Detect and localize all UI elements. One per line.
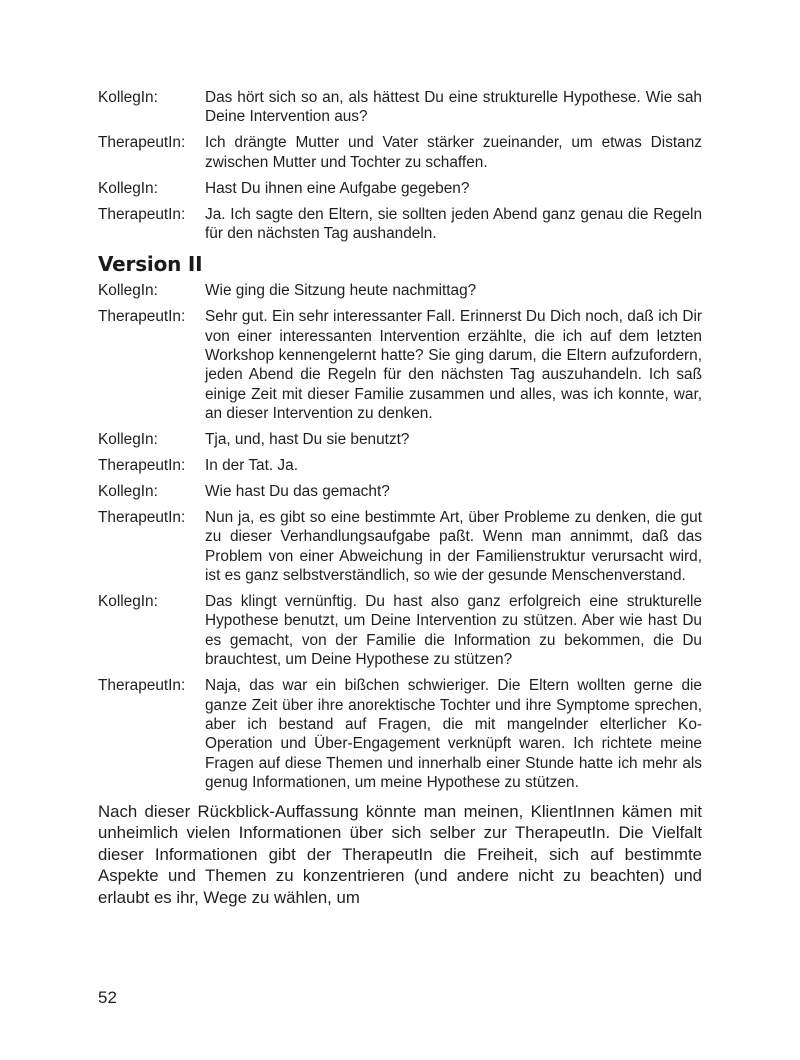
dialogue-turn: [98, 281, 702, 300]
page-number: 52: [98, 988, 117, 1007]
utterance-text: Hast Du ihnen eine Aufgabe gegeben?: [205, 179, 470, 197]
utterance-text: Das klingt vernünftig. Du hast also ganz erfolgreich eine strukturelle Hypothese benutzt, um Deine Intervention zu stützen. Aber wie hast Du es gemacht, von der Familie die Information zu bekommen, die Du brauchtest, um Deine Hypothese zu stützen?: [205, 593, 702, 669]
dialogue-turn: [98, 307, 702, 423]
dialogue-turn: [98, 205, 702, 244]
section-heading: Version II: [98, 252, 203, 277]
speaker-label: KollegIn:: [98, 282, 158, 300]
body-paragraph: Nach dieser Rückblick-Auffassung könnte man meinen, KlientInnen kämen mit unheimlich vielen Informationen über sich selber zur TherapeutIn. Die Vielfalt dieser Informationen gibt der TherapeutIn die Freiheit, sich auf bestimmte Aspekte und Themen zu konzentrieren (und andere nicht zu beachten) und erlaubt es ihr, Wege zu wählen, um: [98, 801, 702, 907]
utterance-text: Wie ging die Sitzung heute nachmittag?: [205, 282, 477, 300]
page-content: [98, 88, 702, 925]
speaker-label: TherapeutIn:: [98, 508, 186, 526]
speaker-label: KollegIn:: [98, 483, 158, 500]
utterance-text: Sehr gut. Ein sehr interessanter Fall. Erinnerst Du Dich noch, daß ich Dir von einer interessanten Intervention erzählte, die ich auf dem letzten Workshop kennengelernt hatte? Sie ging darum, die Eltern aufzufordern, jeden Abend die Regeln für den nächsten Tag auszuhandeln. Ich saß einige Zeit mit dieser Familie zusammen und alles, was ich konnte, war, an dieser Intervention zu denken.: [205, 308, 702, 423]
dialogue-version-1: [98, 88, 702, 243]
speaker-label: KollegIn:: [98, 89, 158, 106]
speaker-label: KollegIn:: [98, 179, 158, 197]
dialogue-turn: [98, 133, 702, 172]
utterance-text: Ja. Ich sagte den Eltern, sie sollten jeden Abend ganz genau die Regeln für den nächsten Tag aushandeln.: [205, 205, 702, 242]
speaker-label: TherapeutIn:: [98, 205, 186, 223]
speaker-label: TherapeutIn:: [98, 677, 186, 695]
dialogue-turn: [98, 482, 702, 501]
dialogue-turn: [98, 179, 702, 198]
utterance-text: Das hört sich so an, als hättest Du eine strukturelle Hypothese. Wie sah Deine Intervention aus?: [205, 89, 702, 126]
dialogue-turn: [98, 592, 702, 670]
dialogue-version-2: [98, 281, 702, 792]
dialogue-turn: [98, 430, 702, 449]
utterance-text: Wie hast Du das gemacht?: [205, 483, 390, 500]
utterance-text: In der Tat. Ja.: [205, 457, 298, 475]
speaker-label: KollegIn:: [98, 593, 158, 611]
speaker-label: KollegIn:: [98, 431, 158, 449]
dialogue-turn: [98, 456, 702, 475]
utterance-text: Ich drängte Mutter und Vater stärker zueinander, um etwas Distanz zwischen Mutter und Tochter zu schaffen.: [205, 134, 702, 171]
dialogue-turn: [98, 88, 702, 127]
utterance-text: Naja, das war ein bißchen schwieriger. Die Eltern wollten gerne die ganze Zeit über ihre anorektische Tochter und ihre Symptome sprechen, aber ich bestand auf Fragen, die mit mangelnder elterlicher Ko-Operation und Über-Engagement verknüpft waren. Ich richtete meine Fragen auf diese Themen und innerhalb einer Stunde hatte ich mehr als genug Informationen, um meine Hypothese zu stützen.: [205, 677, 702, 792]
utterance-text: Nun ja, es gibt so eine bestimmte Art, über Probleme zu denken, die gut zu dieser Verhandlungsaufgabe paßt. Wenn man annimmt, daß das Problem von einer Abweichung in der Familienstruktur verursacht wird, ist es ganz selbstverständlich, so wie der gesunde Menschenverstand.: [205, 508, 702, 585]
speaker-label: TherapeutIn:: [98, 308, 186, 326]
speaker-label: TherapeutIn:: [98, 134, 186, 152]
speaker-label: TherapeutIn:: [98, 457, 186, 475]
dialogue-turn: [98, 508, 702, 586]
utterance-text: Tja, und, hast Du sie benutzt?: [205, 431, 410, 449]
dialogue-turn: [98, 676, 702, 792]
